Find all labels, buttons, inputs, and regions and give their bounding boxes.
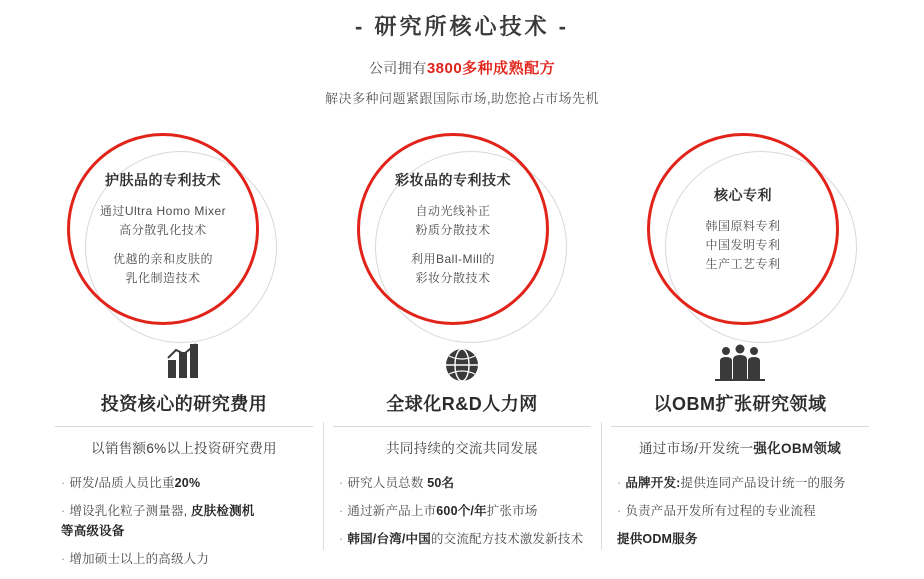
- header-subtitle-secondary: 解决多种问题紧跟国际市场,助您抢占市场先机: [324, 91, 600, 106]
- bullet-dot: ·: [339, 504, 344, 518]
- circle-content: [647, 133, 839, 325]
- bullet-emphasis: 50名: [427, 476, 455, 490]
- patent-circle-skincare: [67, 133, 277, 343]
- circle-line: 粉质分散技术: [415, 223, 491, 237]
- column-title: 投资核心的研究费用: [100, 394, 268, 414]
- bullet-text: 负责产品开发所有过程的专业流程: [625, 504, 816, 518]
- list-item: [339, 529, 595, 549]
- bullet-dot: ·: [61, 476, 66, 490]
- bullet-emphasis: 品牌开发:: [625, 476, 681, 490]
- bullet-text: 研发/品质人员比重: [69, 476, 175, 490]
- circle-line: 通过Ultra Homo Mixer: [99, 204, 227, 218]
- circle-line: 利用Ball-Mill的: [410, 252, 495, 266]
- circle-line: 优越的亲和皮肤的: [112, 252, 213, 266]
- list-item: [61, 549, 317, 569]
- circle-line: 生产工艺专利: [705, 256, 781, 271]
- circle-line: 乳化制造技术: [125, 271, 201, 285]
- patent-circle-core: [647, 133, 857, 343]
- column-title: 全球化R&D人力网: [386, 394, 538, 414]
- circle-line: 自动光线补正: [415, 204, 491, 218]
- bullet-dot: ·: [61, 552, 66, 566]
- column-bullets: [607, 473, 873, 557]
- header-subtitle: [0, 57, 924, 78]
- circle-line: 高分散乳化技术: [119, 223, 207, 237]
- list-item: [617, 529, 873, 549]
- patent-circles: [0, 133, 924, 343]
- bullet-dot: ·: [61, 504, 66, 518]
- bullet-emphasis: 600个/年: [436, 504, 487, 518]
- column-lead: [639, 439, 841, 459]
- patent-circle-makeup: [357, 133, 567, 343]
- list-item: [339, 501, 595, 521]
- subtitle-accent: 3800多种成熟配方: [426, 60, 556, 77]
- bullet-emphasis: 韩国/台湾/中国: [347, 532, 431, 546]
- bullet-text: 通过新产品上市: [347, 504, 437, 518]
- list-item: [61, 473, 317, 493]
- bullet-emphasis: 20%: [174, 476, 201, 490]
- header: [0, 0, 924, 107]
- column-divider: [333, 426, 591, 427]
- circle-line: 中国发明专利: [705, 237, 781, 252]
- bar-chart-icon: [162, 338, 206, 382]
- page-title: - 研究所核心技术 -: [355, 14, 569, 39]
- column-divider: [55, 426, 313, 427]
- bullet-text: 研究人员总数: [347, 476, 428, 490]
- bullet-dot: ·: [339, 476, 344, 490]
- circle-content: [357, 133, 549, 325]
- column-divider: [611, 426, 869, 427]
- feature-column-global-rd: [323, 338, 601, 577]
- globe-icon: [445, 338, 479, 382]
- column-lead: 共同持续的交流共同发展: [386, 441, 538, 456]
- circle-title: 护肤品的专利技术: [105, 172, 221, 188]
- bullet-text: 增设乳化粒子测量器,: [69, 504, 192, 518]
- list-item: [61, 501, 317, 541]
- list-item: [617, 473, 873, 493]
- bullet-dot: ·: [617, 476, 622, 490]
- column-bullets: [51, 473, 317, 577]
- column-title: 以OBM扩张研究领域: [653, 394, 827, 414]
- bullet-dot: ·: [339, 532, 344, 546]
- circle-line: 韩国原料专利: [705, 218, 781, 233]
- list-item: [339, 473, 595, 493]
- bullet-emphasis: 皮肤检测机: [191, 504, 255, 518]
- circle-content: [67, 133, 259, 325]
- feature-columns: [0, 338, 924, 577]
- circle-title: 彩妆品的专利技术: [395, 172, 511, 188]
- bullet-tail: 的交流配方技术激发新技术: [430, 532, 584, 546]
- bullet-dot: ·: [617, 504, 622, 518]
- list-item: [617, 501, 873, 521]
- bullet-emphasis: 等高级设备: [61, 524, 125, 538]
- bullet-tail: 扩张市场: [486, 504, 538, 518]
- feature-column-obm: [601, 338, 879, 577]
- column-lead-emphasis: 强化OBM领域: [753, 441, 842, 456]
- bullet-tail: 提供连同产品设计统一的服务: [680, 476, 846, 490]
- subtitle-prefix: 公司拥有: [368, 60, 427, 76]
- column-lead: 以销售额6%以上投资研究费用: [91, 441, 277, 456]
- column-lead-plain: 通过市场/开发统一: [638, 441, 754, 456]
- bullet-emphasis: 提供ODM服务: [617, 532, 698, 546]
- column-bullets: [329, 473, 595, 557]
- bullet-text: 增加硕士以上的高级人力: [69, 552, 210, 566]
- people-icon: [715, 338, 765, 382]
- circle-title: 核心专利: [714, 186, 772, 203]
- feature-column-research-investment: [45, 338, 323, 577]
- circle-line: 彩妆分散技术: [415, 271, 491, 285]
